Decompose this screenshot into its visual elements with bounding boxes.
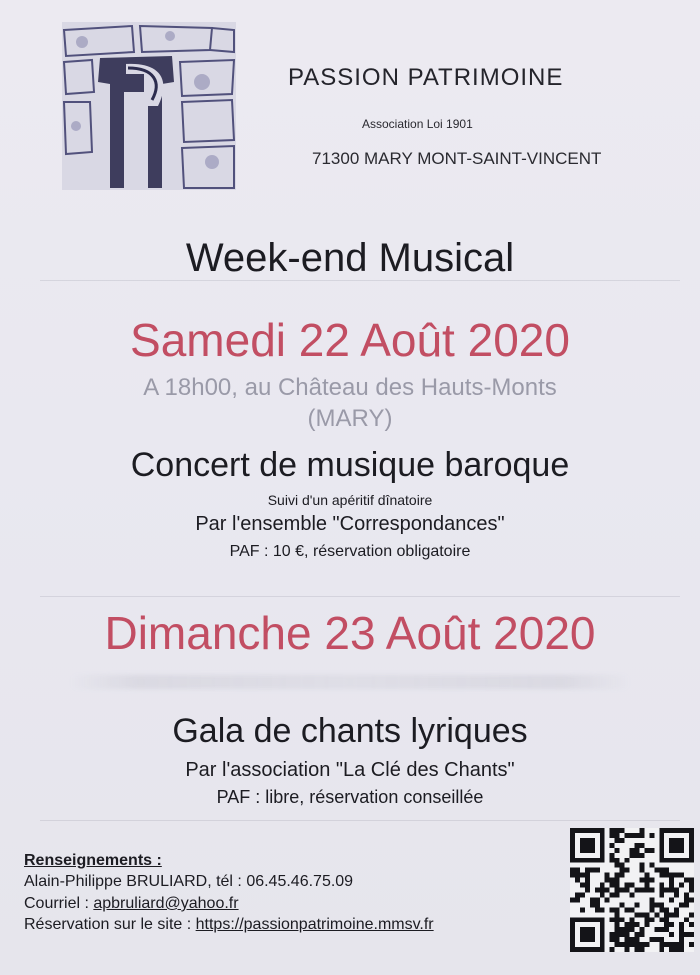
event2-performer: Par l'association "La Clé des Chants" bbox=[185, 759, 515, 781]
contact-phone: Alain-Philippe BRULIARD, tél : 06.45.46.75.09 bbox=[24, 873, 354, 890]
event2-date: Dimanche 23 Août 2020 bbox=[104, 607, 596, 659]
event2-name: Gala de chants lyriques bbox=[172, 712, 528, 750]
event1-performer: Par l'ensemble "Correspondances" bbox=[195, 513, 505, 535]
association-logo bbox=[62, 22, 236, 190]
email-link[interactable]: apbruliard@yahoo.fr bbox=[93, 895, 239, 912]
fold-line bbox=[40, 820, 680, 821]
qr-code-graphic bbox=[570, 828, 694, 952]
event1-location: A 18h00, au Château des Hauts-Monts bbox=[143, 374, 557, 401]
fold-line bbox=[40, 596, 680, 597]
poster-title: Week-end Musical bbox=[185, 236, 515, 280]
email-label: Courriel : bbox=[24, 895, 94, 912]
event1-detail: Suivi d'un apéritif dînatoire bbox=[267, 492, 433, 508]
association-address: 71300 MARY MONT-SAINT-VINCENT bbox=[312, 149, 602, 168]
association-type: Association Loi 1901 bbox=[362, 117, 473, 131]
contact-site-row bbox=[24, 916, 434, 934]
site-label: Réservation sur le site : bbox=[24, 916, 196, 933]
event2-price: PAF : libre, réservation conseillée bbox=[216, 787, 484, 807]
event1-date: Samedi 22 Août 2020 bbox=[130, 314, 570, 366]
site-link[interactable]: https://passionpatrimoine.mmsv.fr bbox=[195, 916, 434, 933]
event1-price: PAF : 10 €, réservation obligatoire bbox=[229, 543, 471, 560]
event1-name: Concert de musique baroque bbox=[130, 446, 570, 484]
contact-title: Renseignements : bbox=[24, 852, 162, 869]
stone-arch-logo-icon bbox=[62, 22, 236, 190]
event1-town: (MARY) bbox=[307, 405, 393, 432]
show-through-text bbox=[0, 675, 700, 705]
association-name: PASSION PATRIMOINE bbox=[288, 64, 564, 91]
qr-code-icon bbox=[570, 828, 694, 952]
contact-email-row bbox=[24, 895, 239, 913]
